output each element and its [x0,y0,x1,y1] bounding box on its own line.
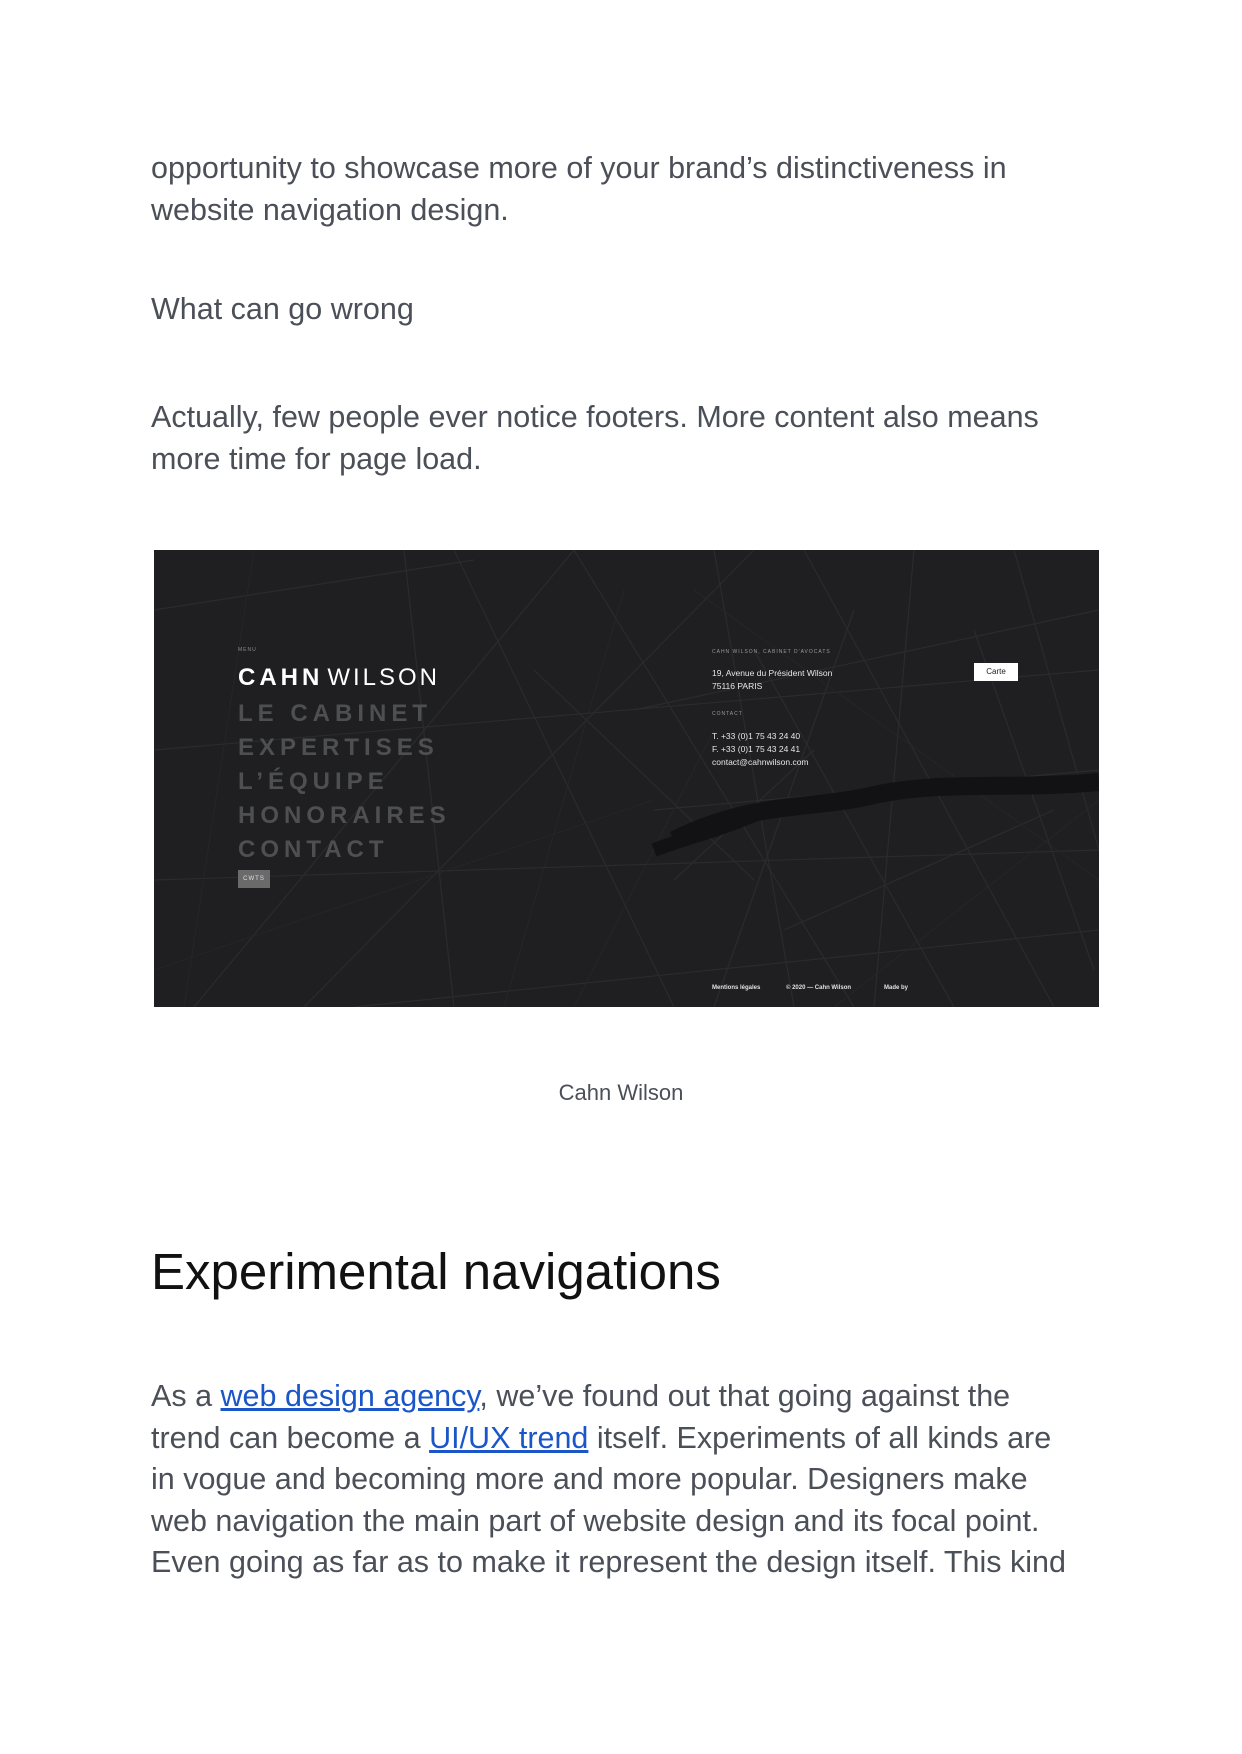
para-text: , we’ve found out that going against the [479,1379,1011,1413]
fax: F. +33 (0)1 75 43 24 41 [712,744,801,754]
para-text: itself. Experiments of all kinds are [588,1420,1052,1455]
office-label: CAHN WILSON, CABINET D'AVOCATS [712,649,831,655]
para-text: As a [151,1379,221,1413]
nav-item-equipe: L’ÉQUIPE [238,768,389,795]
ui-ux-trend-link[interactable]: UI/UX trend [429,1420,589,1455]
nav-item-expertises: EXPERTISES [238,734,439,761]
phone: T. +33 (0)1 75 43 24 40 [712,731,801,741]
para-text: trend can become a [151,1420,430,1455]
warning-line-2: more time for page load. [151,441,482,476]
address-line-2: 75116 PARIS [712,681,763,691]
contact-label: CONTACT [712,711,743,717]
menu-label: MENU [238,647,257,653]
footer-made-by: Made by [884,985,909,991]
logo-bold: CAHN [238,664,324,691]
footer-copyright: © 2020 — Cahn Wilson [786,985,852,991]
para-text: in vogue and becoming more and more popular. Designers make [151,1462,1028,1496]
para-text: web navigation the main part of website design and its focal point. [151,1503,1040,1538]
cwts-badge: CWTS [238,870,270,888]
email: contact@cahnwilson.com [712,757,809,767]
section-paragraph [151,1376,1111,1584]
para-text: Even going as far as to make it represent the design itself. This kind [151,1545,1066,1579]
figure-caption: Cahn Wilson [558,1080,684,1105]
nav-item-contact: CONTACT [238,836,389,863]
intro-line-2: website navigation design. [151,192,509,227]
logo-thin: WILSON [327,664,441,691]
map-button: Carte [974,663,1018,681]
section-heading: Experimental navigations [151,1243,721,1300]
intro-paragraph [151,148,1111,231]
web-design-agency-link[interactable]: web design agency [220,1379,480,1413]
site-logo [238,664,440,692]
subheading: What can go wrong [151,292,414,326]
site-nav [238,697,451,867]
footer-legal: Mentions légales [712,985,761,991]
warning-paragraph [151,397,1111,480]
nav-item-honoraires: HONORAIRES [238,802,451,829]
warning-line-1: Actually, few people ever notice footers. More content also means [151,400,1039,434]
nav-item-le-cabinet: LE CABINET [238,700,432,727]
cahn-wilson-screenshot [154,550,1099,1007]
address-line-1: 19, Avenue du Président Wilson [712,668,833,678]
intro-line-1: opportunity to showcase more of your brand’s distinctiveness in [151,151,1007,185]
